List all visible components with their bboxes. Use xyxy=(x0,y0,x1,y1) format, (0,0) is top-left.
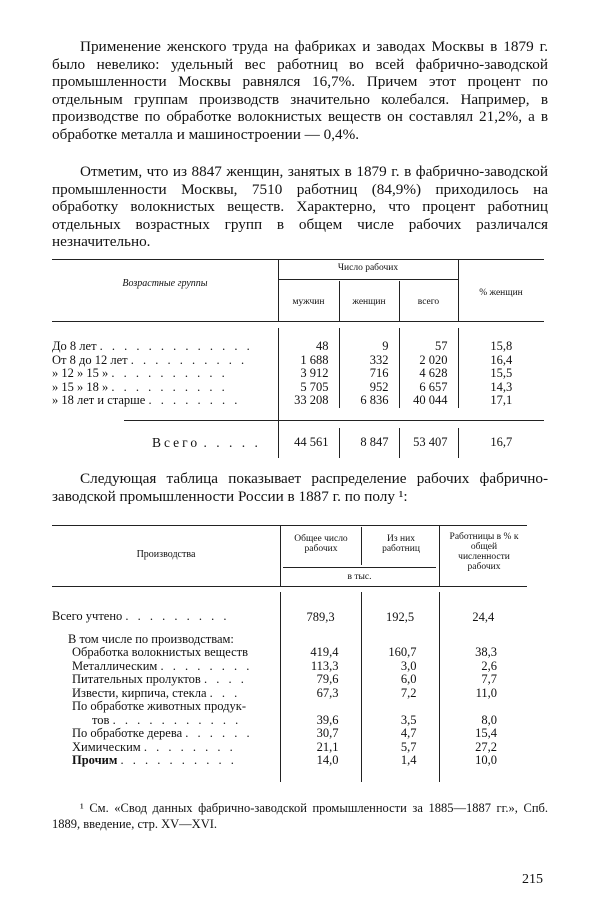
header-pct-women: % женщин xyxy=(479,288,523,298)
table2-top-rule xyxy=(52,525,527,526)
cell-pct: 7,7 xyxy=(439,673,527,687)
row-label: Металлическим xyxy=(72,659,158,673)
divider xyxy=(283,567,436,568)
table-row: Прочим . . . . . . . . . . 14,0 1,4 10,0 xyxy=(52,754,527,768)
subheading: В том числе по производствам: xyxy=(68,631,234,646)
cell-women: 3,5 xyxy=(361,714,439,728)
cell-pct: 14,3 xyxy=(458,381,544,395)
paragraph-3: Следующая таблица показывает распределение рабочих фабрично-заводской промышленности России в 1887 г. по полу ¹: xyxy=(52,470,548,505)
cell-women: 952 xyxy=(339,381,399,395)
divider xyxy=(361,527,362,565)
footnote: ¹ См. «Свод данных фабрично-заводской промышленности за 1885—1887 гг.», Спб. 1889, введение, стр. XV—XVI. xyxy=(52,801,548,831)
row-label: » 15 » 18 » xyxy=(52,380,109,394)
header-number-of-workers: Число рабочих xyxy=(337,263,399,273)
table-row: От 8 до 12 лет . . . . . . . . . . 1 688 332 2 020 16,4 xyxy=(52,354,544,368)
row-label: » 18 лет и старше xyxy=(52,394,146,407)
divider xyxy=(439,525,440,586)
header-unit-thousands: в тыс. xyxy=(347,572,372,582)
cell-women: 332 xyxy=(339,354,399,368)
cell-women: 716 xyxy=(339,367,399,381)
row-label: Извести, кирпича, стекла xyxy=(72,686,207,700)
cell-pct: 8,0 xyxy=(439,714,527,728)
row-label: Прочим xyxy=(72,754,118,767)
cell-women: 7,2 xyxy=(361,687,439,701)
cell-total: 113,3 xyxy=(280,660,361,674)
cell-total: 789,3 xyxy=(280,608,361,626)
row-label: Химическим xyxy=(72,740,141,754)
cell-pct: 11,0 xyxy=(439,687,527,701)
cell-total: 419,4 xyxy=(280,646,361,660)
cell-pct: 15,4 xyxy=(439,727,527,741)
table-row: Химическим . . . . . . . . 21,1 5,7 27,2 xyxy=(52,741,527,755)
cell-women: 4,7 xyxy=(361,727,439,741)
header-total-workers: Общее число рабочих xyxy=(294,534,348,554)
cell-total: 57 xyxy=(399,340,458,354)
header-men: мужчин xyxy=(292,297,325,307)
cell-total: 79,6 xyxy=(280,673,361,687)
cell-women: 6,0 xyxy=(361,673,439,687)
cell-men: 48 xyxy=(278,340,339,354)
cell-women: 192,5 xyxy=(361,608,439,626)
row-label: » 12 » 15 » xyxy=(52,367,109,380)
table1-header-rule xyxy=(52,321,544,322)
cell-total: 6 657 xyxy=(399,381,458,395)
cell-men: 44 561 xyxy=(278,428,339,458)
table-row: тов . . . . . . . . . . . 39,6 3,5 8,0 xyxy=(52,714,527,728)
header-pct-women: Работницы в % к общей численности рабочих xyxy=(449,532,519,572)
row-label: От 8 до 12 лет xyxy=(52,353,128,367)
cell-men: 1 688 xyxy=(278,354,339,368)
cell-women: 3,0 xyxy=(361,660,439,674)
table1-top-rule xyxy=(52,259,544,260)
cell-total: 2 020 xyxy=(399,354,458,368)
table-row: » 18 лет и старше . . . . . . . . 33 208 6 836 40 044 17,1 xyxy=(52,394,544,408)
cell-pct: 16,4 xyxy=(458,354,544,368)
row-label: Обработка волокнистых веществ xyxy=(72,646,249,659)
table-row: До 8 лет . . . . . . . . . . . . . 48 9 57 15,8 xyxy=(52,340,544,354)
cell-men: 33 208 xyxy=(278,394,339,408)
total-label: Всего xyxy=(152,434,201,450)
paragraph-1: Применение женского труда на фабриках и заводах Москвы в 1879 г. было невелико: удельный вес работниц во всей фабрично-заводской промышленности Москвы равнялся 16,7%. Причем этот процент по отдельным группам производств значительно колебался. Например, в производстве по обработке волокнистых веществ он составлял 21,2%, а в обработке металла и машиностроении — 0,4%. xyxy=(52,38,548,143)
header-total: всего xyxy=(417,297,440,307)
cell-women: 160,7 xyxy=(361,646,439,660)
cell-women: 9 xyxy=(339,340,399,354)
cell-total: 4 628 xyxy=(399,367,458,381)
table2-header-rule xyxy=(52,586,527,587)
table-row: Металлическим . . . . . . . . 113,3 3,0 2,6 xyxy=(52,660,527,674)
header-production: Производства xyxy=(136,549,196,560)
table-total-row: Всего . . . . . 44 561 8 847 53 407 16,7 xyxy=(52,428,544,458)
cell-women: 6 836 xyxy=(339,394,399,408)
table-total-row: Всего учтено . . . . . . . . . 789,3 192,5 24,4 xyxy=(52,608,527,626)
total-label: Всего учтено xyxy=(52,609,123,624)
row-label: Питательных пролуктов xyxy=(72,673,201,686)
cell-total: 14,0 xyxy=(280,754,361,768)
cell-pct: 27,2 xyxy=(439,741,527,755)
row-label: До 8 лет xyxy=(52,340,97,353)
cell-pct: 24,4 xyxy=(439,608,527,626)
table-row: Извести, кирпича, стекла . . . 67,3 7,2 11,0 xyxy=(52,687,527,701)
cell-pct: 16,7 xyxy=(458,428,544,458)
cell-pct: 38,3 xyxy=(439,646,527,660)
cell-pct: 2,6 xyxy=(439,660,527,674)
table-row xyxy=(52,700,527,714)
cell-total: 53 407 xyxy=(399,428,458,458)
table-row: » 12 » 15 » . . . . . . . . . . 3 912 716 4 628 15,5 xyxy=(52,367,544,381)
table1-body xyxy=(52,328,544,458)
header-age-groups: Возрастные группы xyxy=(122,278,208,289)
page-number: 215 xyxy=(522,872,543,887)
table-row: » 15 » 18 » . . . . . . . . . . 5 705 952 6 657 14,3 xyxy=(52,381,544,395)
table-row xyxy=(52,646,527,660)
divider xyxy=(278,279,458,280)
cell-pct: 10,0 xyxy=(439,754,527,768)
cell-pct: 17,1 xyxy=(458,394,544,408)
cell-men: 3 912 xyxy=(278,367,339,381)
cell-total: 40 044 xyxy=(399,394,458,408)
cell-women: 5,7 xyxy=(361,741,439,755)
row-label-continued: тов xyxy=(92,713,110,727)
row-label: По обработке животных продук- xyxy=(72,700,246,713)
cell-total: 67,3 xyxy=(280,687,361,701)
cell-women: 8 847 xyxy=(339,428,399,458)
table-row: Питательных пролуктов . . . . 79,6 6,0 7,7 xyxy=(52,673,527,687)
table-row: По обработке дерева . . . . . . 30,7 4,7 15,4 xyxy=(52,727,527,741)
cell-total: 30,7 xyxy=(280,727,361,741)
cell-women: 1,4 xyxy=(361,754,439,768)
cell-total: 21,1 xyxy=(280,741,361,755)
header-women: женщин xyxy=(352,297,386,307)
header-women-workers: Из них работниц xyxy=(382,534,420,554)
cell-pct: 15,5 xyxy=(458,367,544,381)
cell-total: 39,6 xyxy=(280,714,361,728)
cell-men: 5 705 xyxy=(278,381,339,395)
table2-body xyxy=(52,592,527,782)
row-label: По обработке дерева xyxy=(72,727,183,740)
paragraph-2: Отметим, что из 8847 женщин, занятых в 1879 г. в фабрично-заводской промышленности Москвы, 7510 работниц (84,9%) приходилось на обработку волокнистых веществ. Характерно, что процент работниц отдельных возрастных групп в общем числе рабочих различался незначительно. xyxy=(52,163,548,251)
cell-pct: 15,8 xyxy=(458,340,544,354)
